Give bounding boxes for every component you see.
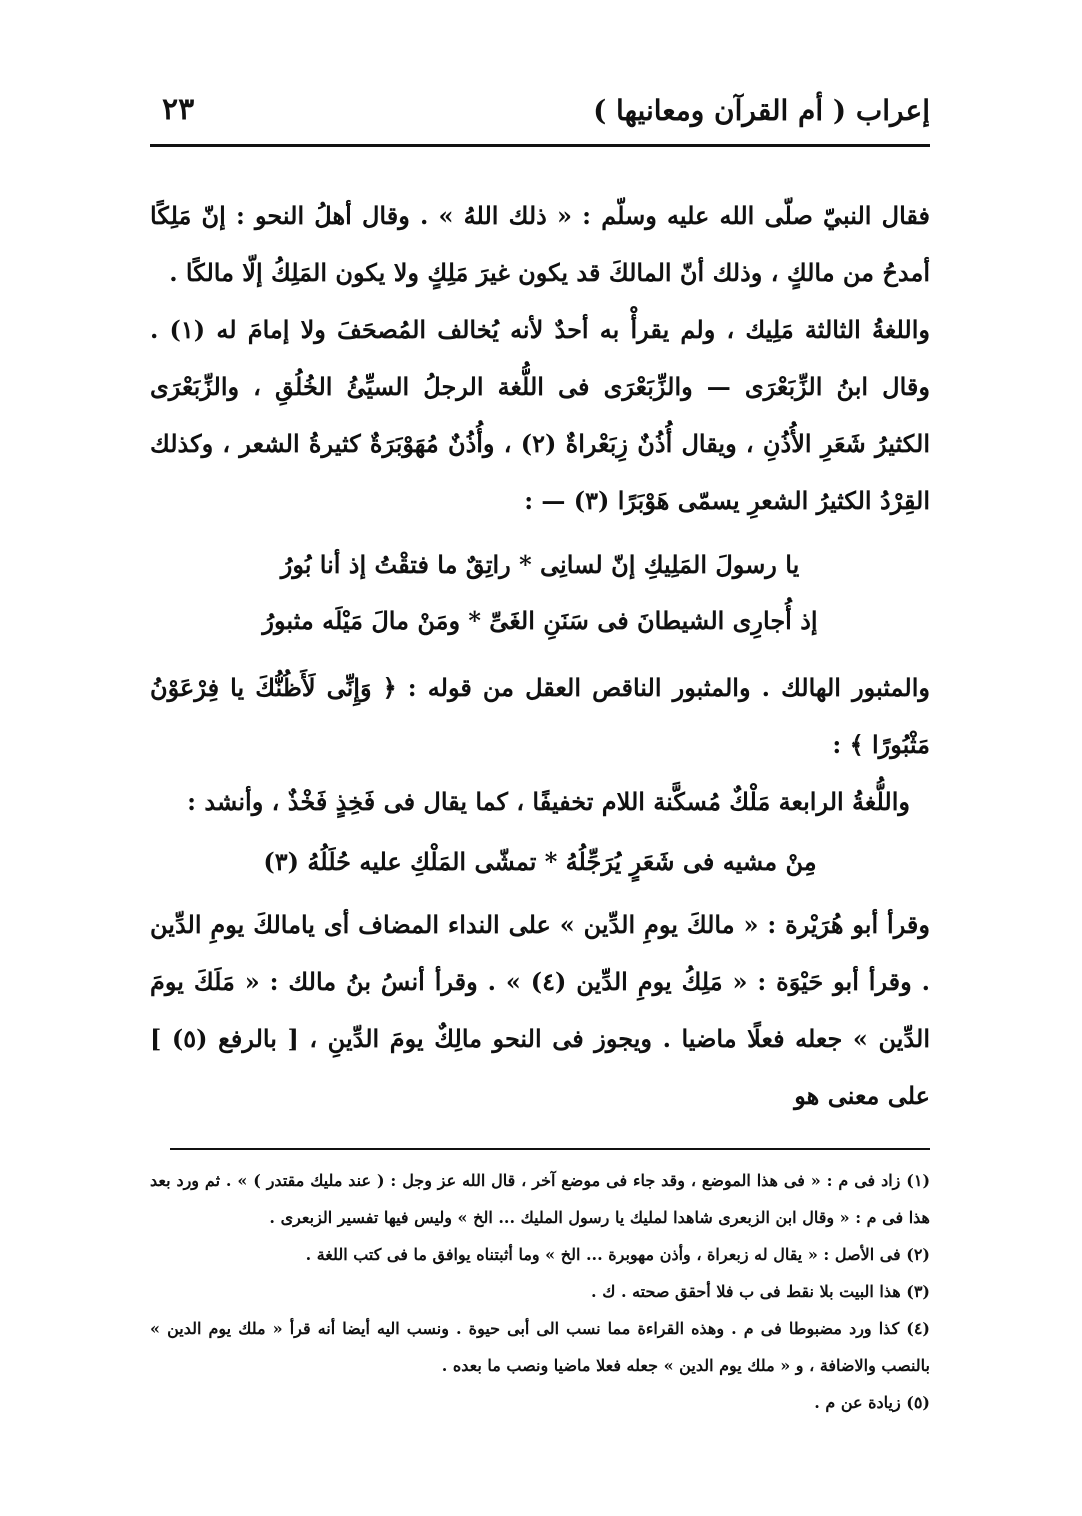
- footnote: (٣) هذا البيت بلا نقط فى ب فلا أحقق صحته . ك .: [591, 1282, 930, 1301]
- paragraph: فقال النبيّ صلّى الله عليه وسلّم : « ذلك اللهُ » . وقال أهلُ النحو : إنّ مَلِكًا أمدحُ من مالكٍ ، وذلك أنّ المالكَ قد يكون غيرَ مَلِكٍ ولا يكون المَلِكُ إلّا مالكًا .: [150, 201, 930, 287]
- poem: [150, 537, 930, 649]
- footnote-separator: [170, 1148, 930, 1150]
- page-number: ٢٣: [162, 92, 195, 127]
- verse-line: إذ أُجارِى الشيطانَ فى سَنَنِ الغَىِّ * ومَنْ مالَ مَيْلَه مثبورُ: [262, 606, 818, 635]
- footnote: (٢) فى الأصل : « يقال له زبعراة ، وأذن مهوبرة ... الخ » وما أثبتناه يوافق ما فى كتب اللغة .: [305, 1245, 930, 1264]
- footnote: (١) زاد فى م : « فى هذا الموضع ، وقد جاء فى موضع آخر ، قال الله عز وجل : ( عند مليك مقتدر ) » . ثم ورد بعد هذا فى م : « وقال ابن الزبعرى شاهدا لمليك يا رسول المليك ... الخ » وليس فيها تفسير الزبعرى .: [150, 1171, 931, 1227]
- verse-line: يا رسولَ المَلِيكِ إنّ لسانِى * راتِقٌ ما فتقْتُ إذ أنا بُورُ: [280, 550, 800, 579]
- paragraph: واللُّغةُ الرابعة مَلْكٌ مُسكَّنة اللام تخفيفًا ، كما يقال فى فَخِذٍ فَخْذٌ ، وأنشد :: [187, 787, 910, 816]
- paragraph: واللغةُ الثالثة مَلِيك ، ولم يقرأْ به أحدٌ لأنه يُخالف المُصحَفَ ولا إمامَ له (١) . وقال ابنُ الزِّبَعْرَى — والزِّبَعْرَى فى اللُّغة الرجلُ السيِّئُ الخُلُقِ ، والزِّبَعْرَى الكثيرُ شَعَرِ الأُذُنِ ، ويقال أُذُنٌ زِبَعْراةٌ (٢) ، وأُذُنٌ مُهَوْبَرَةٌ كثيرةُ الشعر ، وكذلك القِرْدُ الكثيرُ الشعرِ يسمّى هَوْبَرًا (٣) — :: [150, 315, 931, 515]
- verse-line: مِنْ مشيه فى شَعَرٍ يُرَجِّلُهُ * تمشّى المَلْكِ عليه حُلَلُهُ (٣): [263, 847, 817, 876]
- page-header: [150, 80, 930, 147]
- footnotes: [150, 1162, 930, 1421]
- book-page: [150, 80, 930, 1480]
- main-text: [150, 187, 930, 1124]
- poem: [150, 838, 930, 886]
- paragraph: والمثبور الهالك . والمثبور الناقص العقل من قوله : ﴿ وَإِنِّى لَأَظُنُّكَ يا فِرْعَوْنُ مَثْبُورًا ﴾ :: [150, 673, 930, 759]
- footnote: (٥) زيادة عن م .: [814, 1393, 930, 1412]
- running-title: إعراب ( أم القرآن ومعانيها ): [593, 94, 930, 127]
- footnote: (٤) كذا ورد مضبوطا فى م . وهذه القراءة مما نسب الى أبى حيوة . ونسب اليه أيضا أنه قرأ « ملك يوم الدين » بالنصب والاضافة ، و « ملك يوم الدين » جعله فعلا ماضيا ونصب ما بعده .: [150, 1319, 930, 1375]
- paragraph: وقرأ أبو هُرَيْرة : « مالكَ يومِ الدِّين » على النداء المضاف أى يامالكَ يومِ الدِّين . وقرأ أبو حَيْوَة : « مَلِكُ يومِ الدِّين (٤) » . وقرأ أنسُ بنُ مالك : « مَلَكَ يومَ الدِّين » جعله فعلًا ماضيا . ويجوز فى النحو مالِكٌ يومَ الدِّينِ ، [ بالرفع (٥) ] على معنى هو: [150, 910, 931, 1110]
